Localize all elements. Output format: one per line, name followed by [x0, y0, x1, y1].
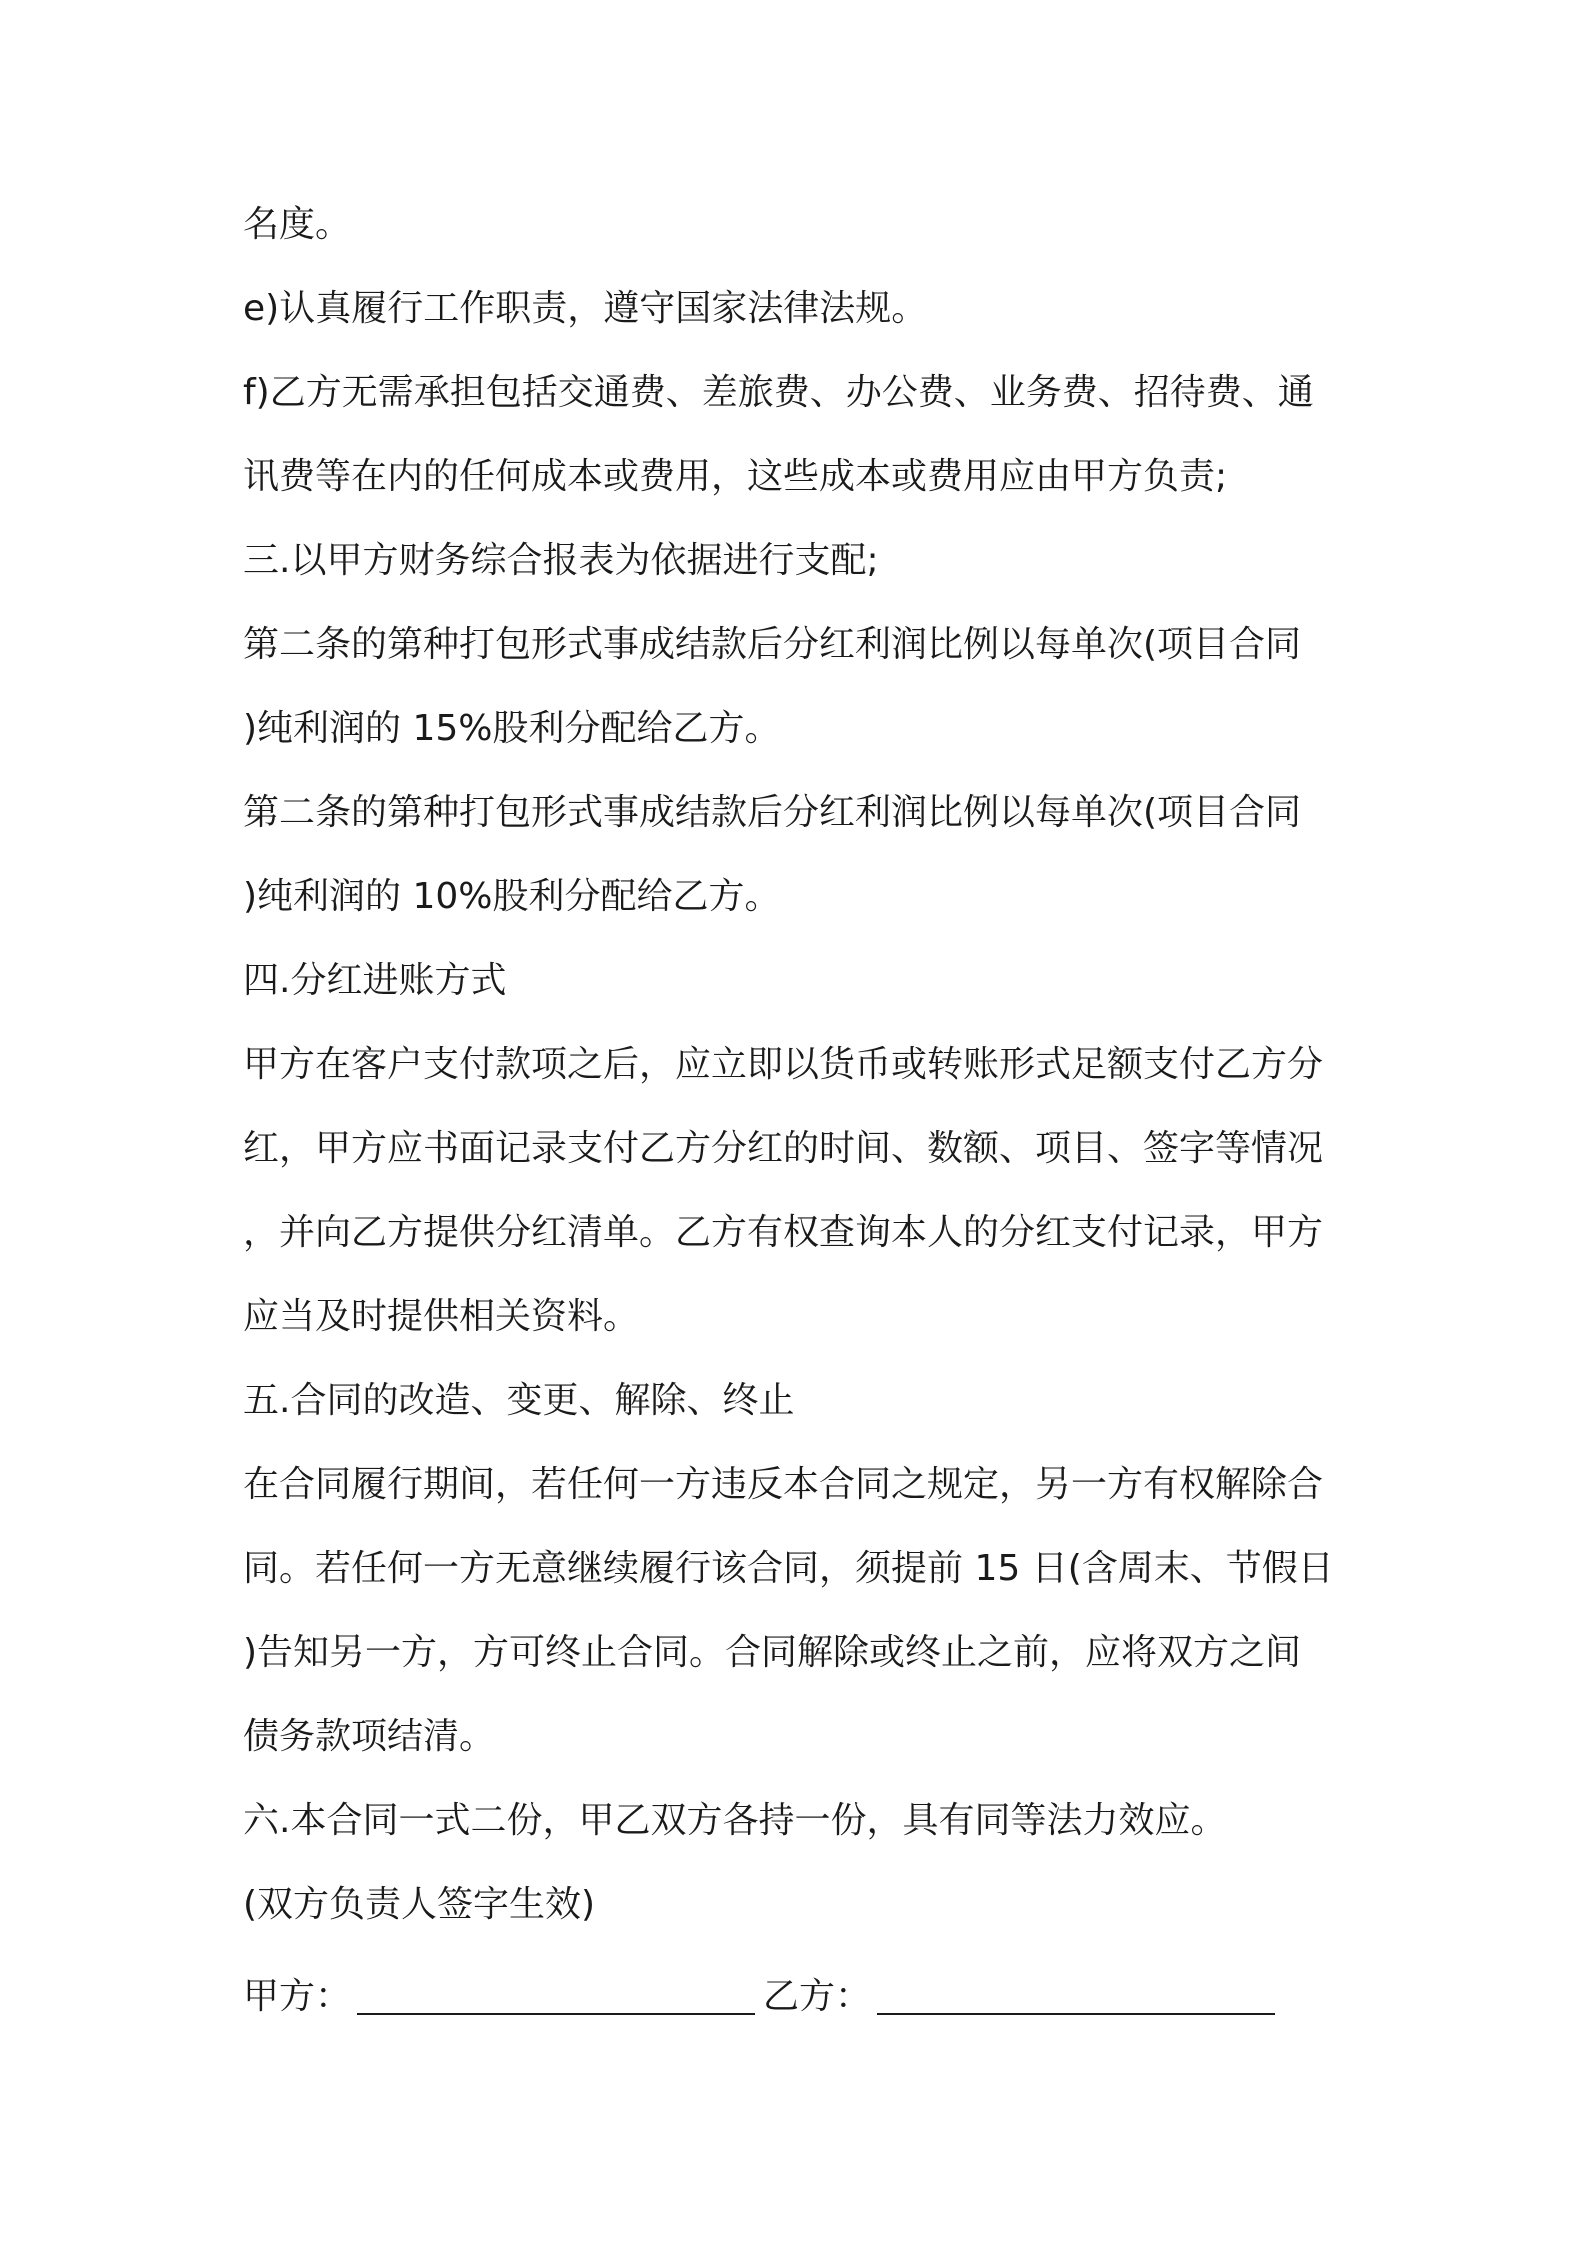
text-line: )告知另一方，方可终止合同。合同解除或终止之前，应将双方之间	[243, 1632, 1302, 1673]
text-line: (双方负责人签字生效)	[243, 1884, 596, 1925]
text-line: 甲方在客户支付款项之后，应立即以货币或转账形式足额支付乙方分	[243, 1044, 1324, 1085]
party-a-label: 甲方：	[243, 1976, 352, 2017]
section-heading: 三.以甲方财务综合报表为依据进行支配;	[243, 540, 879, 581]
text-line: )纯利润的 10%股利分配给乙方。	[243, 876, 781, 917]
text-line: 讯费等在内的任何成本或费用，这些成本或费用应由甲方负责;	[243, 456, 1228, 497]
text-line: )纯利润的 15%股利分配给乙方。	[243, 708, 781, 749]
text-line: 在合同履行期间，若任何一方违反本合同之规定，另一方有权解除合	[243, 1464, 1324, 1505]
party-a-signature-line	[357, 1979, 755, 2015]
party-b-signature-line	[877, 1979, 1275, 2015]
text-line: 名度。	[243, 204, 352, 245]
section-heading: 五.合同的改造、变更、解除、终止	[243, 1380, 795, 1421]
text-line: f)乙方无需承担包括交通费、差旅费、办公费、业务费、招待费、通	[243, 372, 1314, 413]
text-line: 第二条的第种打包形式事成结款后分红利润比例以每单次(项目合同	[243, 792, 1302, 833]
text-line: 同。若任何一方无意继续履行该合同，须提前 15 日(含周末、节假日	[243, 1548, 1334, 1589]
party-b-label: 乙方：	[763, 1976, 872, 2017]
signature-row	[243, 1972, 1283, 2022]
text-line: 债务款项结清。	[243, 1716, 496, 1757]
text-line: 第二条的第种打包形式事成结款后分红利润比例以每单次(项目合同	[243, 624, 1302, 665]
text-line: 红，甲方应书面记录支付乙方分红的时间、数额、项目、签字等情况	[243, 1128, 1324, 1169]
section-heading: 四.分红进账方式	[243, 960, 507, 1001]
text-line: 应当及时提供相关资料。	[243, 1296, 640, 1337]
section-heading: 六.本合同一式二份，甲乙双方各持一份，具有同等法力效应。	[243, 1800, 1227, 1841]
text-line: e)认真履行工作职责，遵守国家法律法规。	[243, 288, 928, 329]
text-line: ，并向乙方提供分红清单。乙方有权查询本人的分红支付记录，甲方	[243, 1212, 1324, 1253]
